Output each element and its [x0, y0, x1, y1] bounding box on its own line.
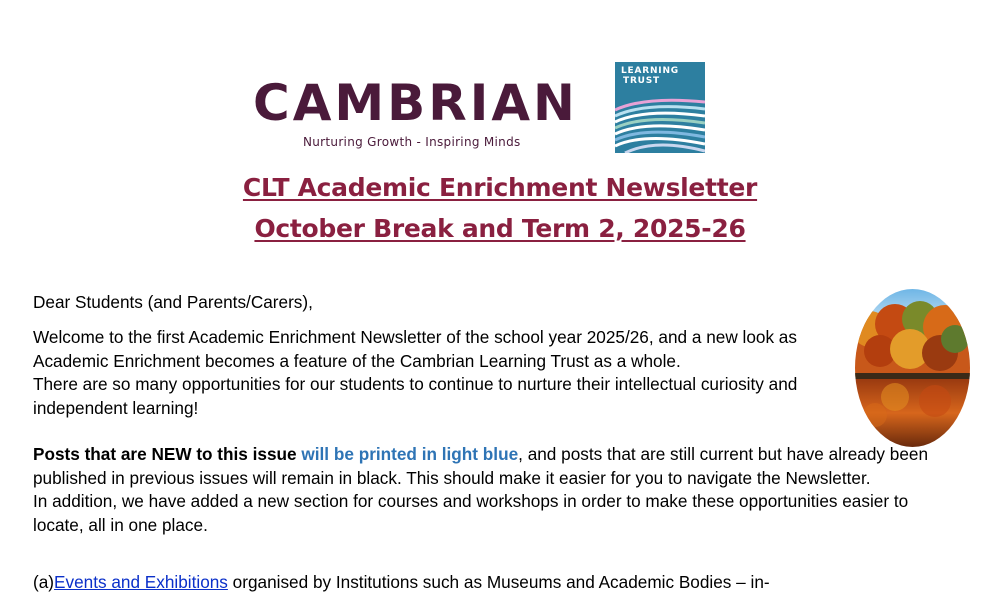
posts-block — [33, 443, 943, 537]
posts-rest-text: , and posts that are still current but have already been published in previous issues will remain in black. This should make it easier for you to navigate the Newsletter. — [33, 444, 929, 488]
events-section — [33, 571, 943, 595]
autumn-lake-photo — [855, 289, 970, 447]
events-and-exhibitions-link[interactable]: Events and Exhibitions — [54, 572, 228, 592]
addition-paragraph: In addition, we have added a new section for courses and workshops in order to make these opportunities easier to locate, all in one place. — [33, 491, 909, 535]
logo-tagline: Nurturing Growth - Inspiring Minds — [303, 135, 521, 149]
autumn-trees-image — [855, 289, 970, 447]
newsletter-subtitle: October Break and Term 2, 2025-26 — [254, 214, 746, 243]
greeting: Dear Students (and Parents/Carers), — [33, 292, 313, 312]
opportunities-paragraph: There are so many opportunities for our students to continue to nurture their intellectual curiosity and independent learning! — [33, 374, 798, 418]
posts-blue-label: will be printed in light blue — [301, 444, 519, 464]
intro-block — [33, 326, 843, 420]
learning-trust-badge — [615, 62, 705, 153]
posts-paragraph — [33, 443, 943, 490]
badge-line-learning: LEARNING — [621, 66, 679, 76]
events-rest-text: organised by Institutions such as Museums and Academic Bodies – in- — [227, 572, 770, 592]
cambrian-logo — [253, 60, 708, 156]
welcome-paragraph: Welcome to the first Academic Enrichment Newsletter of the school year 2025/26, and a new look as Academic Enrichment becomes a feature of the Cambrian Learning Trust as a whole. — [33, 327, 797, 371]
newsletter-title: CLT Academic Enrichment Newsletter — [242, 173, 758, 202]
badge-line-trust: TRUST — [623, 76, 660, 86]
logo-wordmark: CAMBRIAN — [253, 74, 578, 132]
events-prefix: (a) — [33, 572, 55, 592]
posts-new-label: Posts that are NEW to this issue — [33, 444, 297, 464]
